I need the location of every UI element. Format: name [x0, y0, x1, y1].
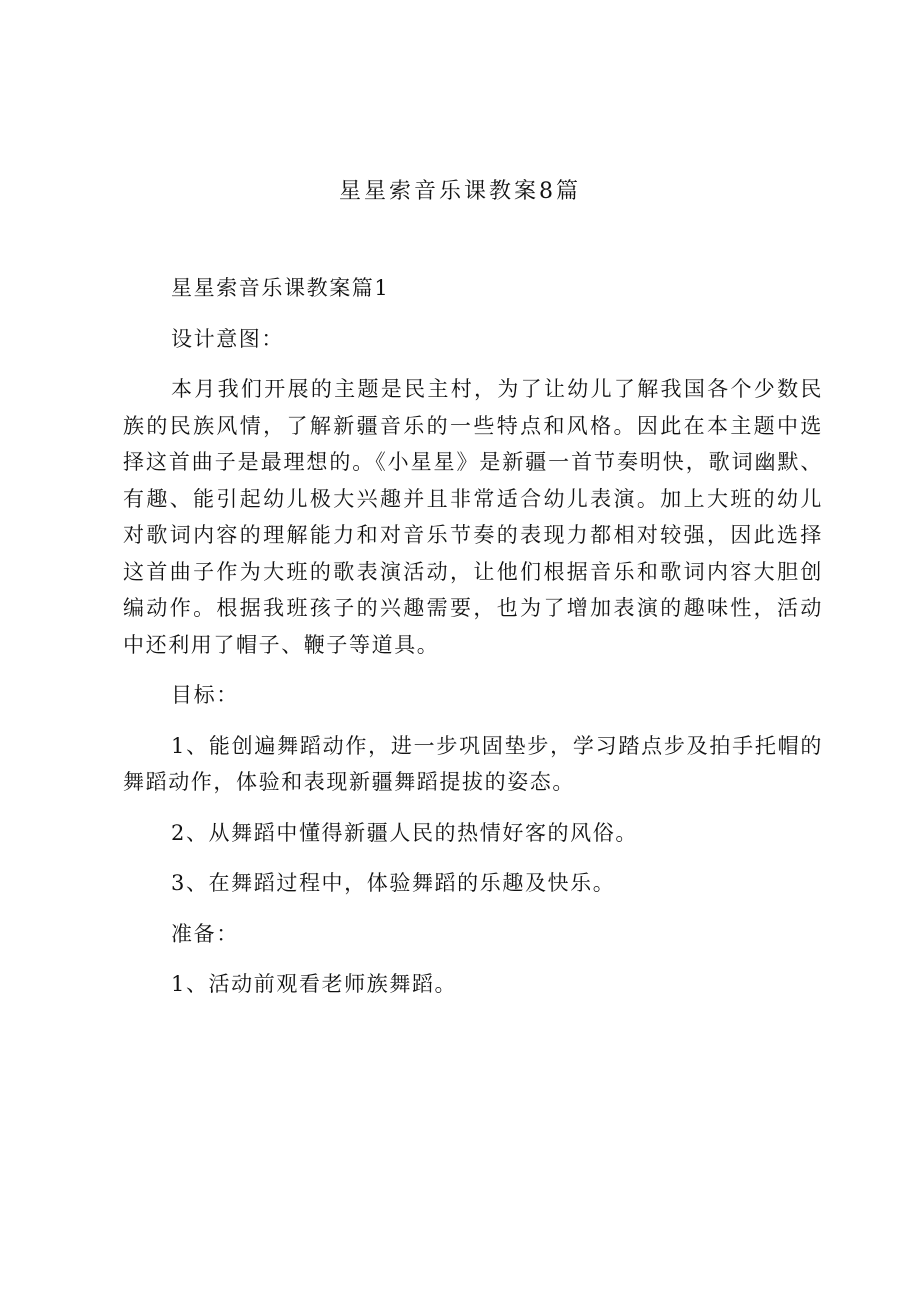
goals-label: 目标：: [171, 683, 239, 707]
design-intent-label: 设计意图：: [171, 326, 284, 351]
preparation-label: 准备：: [171, 921, 239, 946]
document-body: [123, 270, 823, 1017]
goal-item-3: 3、在舞蹈过程中，体验舞蹈的乐趣及快乐。: [171, 871, 616, 895]
goal-item-2: 2、从舞蹈中懂得新疆人民的热情好客的风俗。: [171, 820, 638, 845]
section-heading: 星星索音乐课教案篇1: [171, 276, 390, 300]
goal-item-1: 1、能创遍舞蹈动作，进一步巩固垫步，学习踏点步及拍手托帽的舞蹈动作，体验和表现新疆舞蹈提拔的姿态。: [123, 733, 823, 794]
document-title: 星星索音乐课教案8篇: [339, 179, 581, 204]
design-intent-paragraph: 本月我们开展的主题是民主村，为了让幼儿了解我国各个少数民族的民族风情，了解新疆音乐的一些特点和风格。因此在本主题中选择这首曲子是最理想的。《小星星》是新疆一首节奏明快，歌词幽默、有趣、能引起幼儿极大兴趣并且非常适合幼儿表演。加上大班的幼儿对歌词内容的理解能力和对音乐节奏的表现力都相对较强，因此选择这首曲子作为大班的歌表演活动，让他们根据音乐和歌词内容大胆创编动作。根据我班孩子的兴趣需要，也为了增加表演的趣味性，活动中还利用了帽子、鞭子等道具。: [123, 377, 823, 657]
preparation-item-1: 1、活动前观看老师族舞蹈。: [171, 972, 458, 996]
